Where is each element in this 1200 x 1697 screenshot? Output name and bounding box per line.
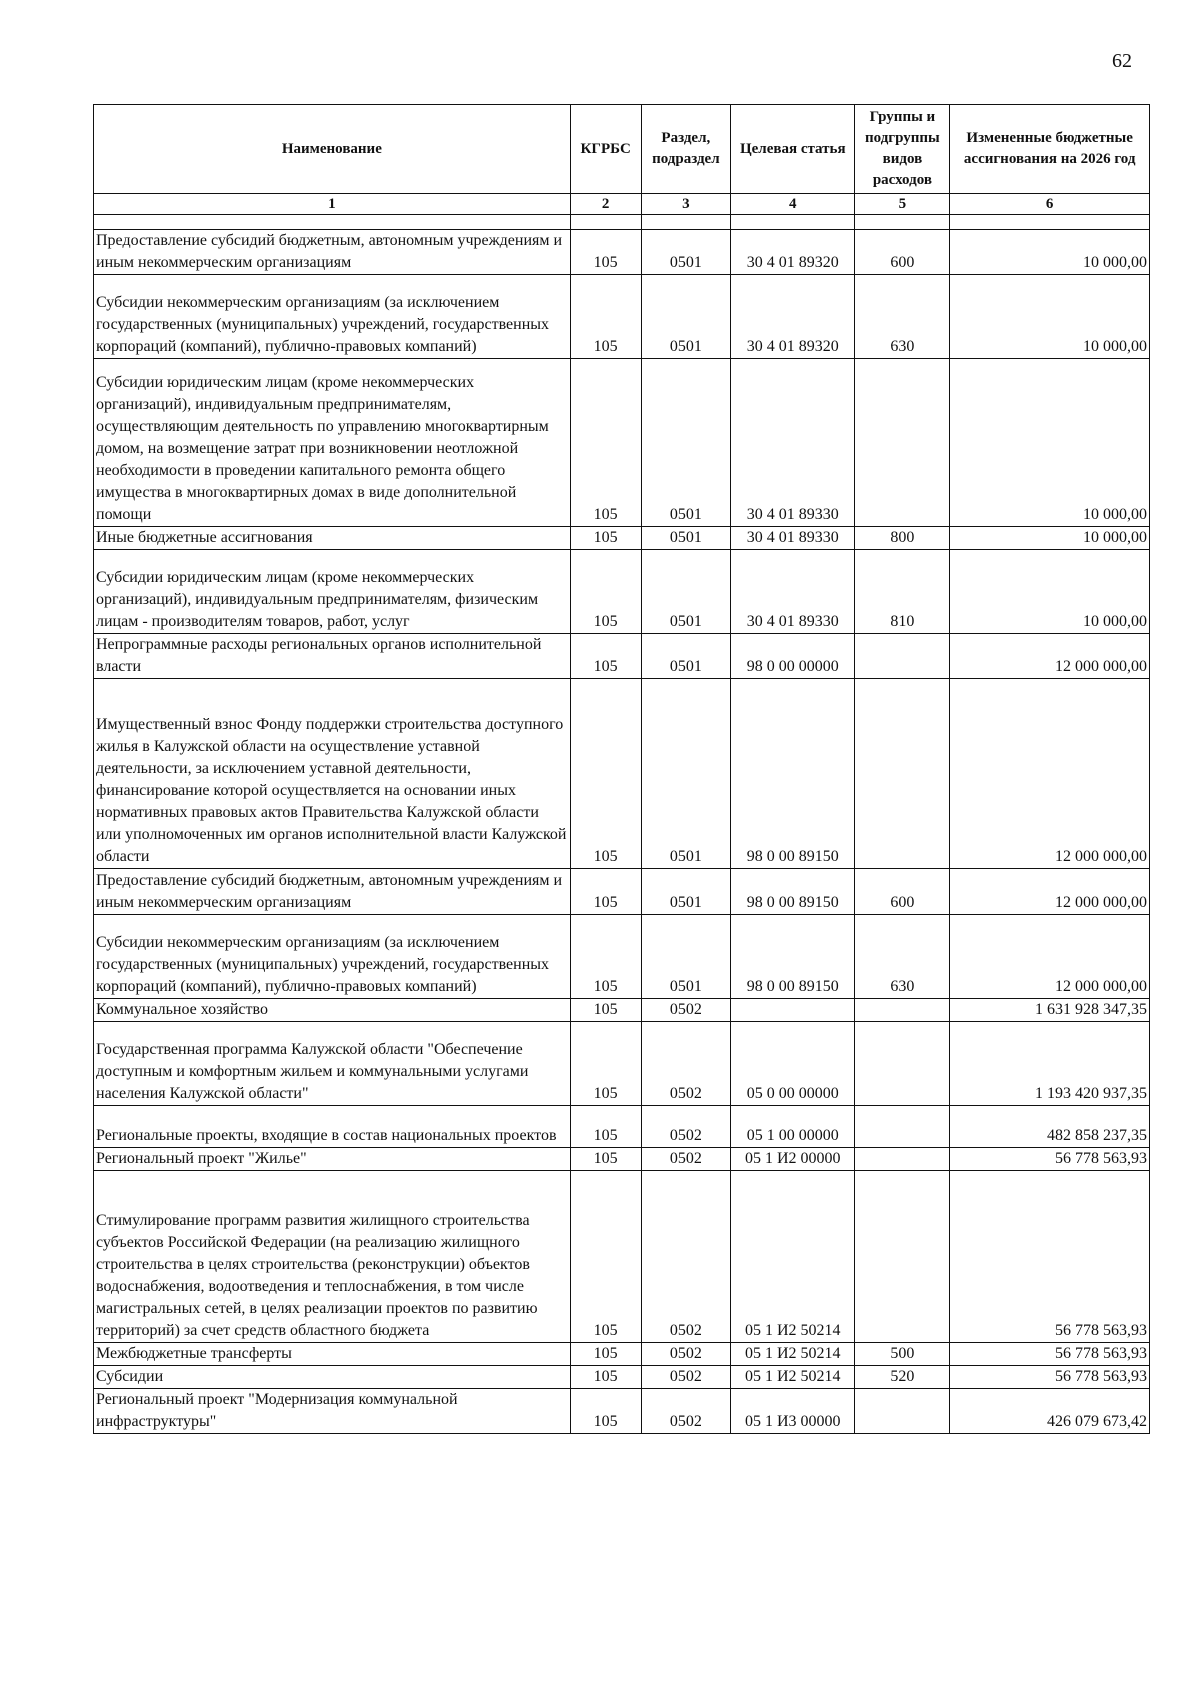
row-kgrbs: 105: [570, 1389, 641, 1434]
row-section: 0501: [641, 869, 730, 915]
column-number-row: [94, 194, 1150, 215]
row-kgrbs: 105: [570, 915, 641, 999]
table-row: [94, 1343, 1150, 1366]
row-amount: 12 000 000,00: [950, 869, 1150, 915]
row-section: 0502: [641, 1343, 730, 1366]
row-name: Субсидии юридическим лицам (кроме некоммерческих организаций), индивидуальным предпринимателям, осуществляющим деятельность по управлению многоквартирным домом, на возмещение затрат при возникновении неотложной необходимости в проведении капитального ремонта общего имущества в многоквартирных домах в виде дополнительной помощи: [94, 359, 571, 527]
header-name: Наименование: [94, 105, 571, 194]
table-row: [94, 1389, 1150, 1434]
row-article: 05 0 00 00000: [731, 1022, 855, 1106]
row-amount: 10 000,00: [950, 550, 1150, 634]
table-row: [94, 1148, 1150, 1171]
budget-table: [93, 104, 1150, 1434]
row-article: 30 4 01 89330: [731, 527, 855, 550]
table-row: [94, 679, 1150, 869]
row-section: 0501: [641, 915, 730, 999]
page-number: 62: [1112, 50, 1132, 72]
row-section: 0502: [641, 999, 730, 1022]
table-row: [94, 915, 1150, 999]
row-section: 0502: [641, 1366, 730, 1389]
row-amount: 12 000 000,00: [950, 634, 1150, 679]
row-group: [855, 1171, 950, 1343]
row-group: 630: [855, 275, 950, 359]
row-section: 0501: [641, 230, 730, 275]
row-group: [855, 359, 950, 527]
row-amount: 10 000,00: [950, 275, 1150, 359]
header-kgrbs: КГРБС: [570, 105, 641, 194]
column-number: 4: [731, 194, 855, 215]
row-name: Государственная программа Калужской области "Обеспечение доступным и комфортным жильем и коммунальными услугами населения Калужской области": [94, 1022, 571, 1106]
table-row: [94, 359, 1150, 527]
row-kgrbs: 105: [570, 679, 641, 869]
row-kgrbs: 105: [570, 1366, 641, 1389]
row-name: Непрограммные расходы региональных органов исполнительной власти: [94, 634, 571, 679]
row-amount: 482 858 237,35: [950, 1106, 1150, 1148]
row-name: Стимулирование программ развития жилищного строительства субъектов Российской Федерации (на реализацию жилищного строительства в целях строительства (реконструкции) объектов водоснабжения, водоотведения и теплоснабжения, в том числе магистральных сетей, в целях реализации проектов по развитию территорий) за счет средств областного бюджета: [94, 1171, 571, 1343]
header-groups: Группы и подгруппы видов расходов: [855, 105, 950, 194]
row-group: [855, 634, 950, 679]
column-number: 6: [950, 194, 1150, 215]
header-row: [94, 105, 1150, 194]
table-row: [94, 1171, 1150, 1343]
row-kgrbs: 105: [570, 230, 641, 275]
row-article: 05 1 И2 50214: [731, 1171, 855, 1343]
row-kgrbs: 105: [570, 359, 641, 527]
row-group: 630: [855, 915, 950, 999]
row-name: Межбюджетные трансферты: [94, 1343, 571, 1366]
row-amount: 12 000 000,00: [950, 679, 1150, 869]
column-number: 2: [570, 194, 641, 215]
row-group: [855, 999, 950, 1022]
row-amount: 56 778 563,93: [950, 1171, 1150, 1343]
row-kgrbs: 105: [570, 1343, 641, 1366]
row-kgrbs: 105: [570, 1148, 641, 1171]
row-kgrbs: 105: [570, 869, 641, 915]
row-kgrbs: 105: [570, 550, 641, 634]
row-section: 0502: [641, 1106, 730, 1148]
table-row: [94, 1106, 1150, 1148]
row-name: Предоставление субсидий бюджетным, автономным учреждениям и иным некоммерческим организациям: [94, 230, 571, 275]
row-group: [855, 1022, 950, 1106]
row-amount: 56 778 563,93: [950, 1343, 1150, 1366]
row-group: 500: [855, 1343, 950, 1366]
spacer-row: [94, 215, 1150, 230]
row-group: 520: [855, 1366, 950, 1389]
row-article: 30 4 01 89330: [731, 359, 855, 527]
row-article: 98 0 00 00000: [731, 634, 855, 679]
row-article: 05 1 И2 50214: [731, 1366, 855, 1389]
row-kgrbs: 105: [570, 275, 641, 359]
row-amount: 1 193 420 937,35: [950, 1022, 1150, 1106]
row-group: 810: [855, 550, 950, 634]
row-section: 0501: [641, 679, 730, 869]
table-row: [94, 1366, 1150, 1389]
row-kgrbs: 105: [570, 634, 641, 679]
table-row: [94, 999, 1150, 1022]
table-row: [94, 1022, 1150, 1106]
row-section: 0502: [641, 1171, 730, 1343]
row-name: Субсидии: [94, 1366, 571, 1389]
row-amount: 426 079 673,42: [950, 1389, 1150, 1434]
row-kgrbs: 105: [570, 1022, 641, 1106]
row-name: Имущественный взнос Фонду поддержки строительства доступного жилья в Калужской области на осуществление уставной деятельности, за исключением уставной деятельности, финансирование которой осуществляется на основании иных нормативных правовых актов Правительства Калужской области или уполномоченных им органов исполнительной власти Калужской области: [94, 679, 571, 869]
row-article: 30 4 01 89330: [731, 550, 855, 634]
row-article: 98 0 00 89150: [731, 915, 855, 999]
table-row: [94, 550, 1150, 634]
row-amount: 10 000,00: [950, 359, 1150, 527]
row-article: 05 1 И3 00000: [731, 1389, 855, 1434]
row-section: 0501: [641, 550, 730, 634]
row-group: [855, 679, 950, 869]
row-group: [855, 1389, 950, 1434]
row-amount: 1 631 928 347,35: [950, 999, 1150, 1022]
row-name: Иные бюджетные ассигнования: [94, 527, 571, 550]
row-section: 0502: [641, 1148, 730, 1171]
row-section: 0501: [641, 527, 730, 550]
row-name: Региональный проект "Жилье": [94, 1148, 571, 1171]
row-group: 600: [855, 869, 950, 915]
row-name: Субсидии юридическим лицам (кроме некоммерческих организаций), индивидуальным предпринимателям, физическим лицам - производителям товаров, работ, услуг: [94, 550, 571, 634]
row-group: 800: [855, 527, 950, 550]
row-section: 0502: [641, 1389, 730, 1434]
row-name: Коммунальное хозяйство: [94, 999, 571, 1022]
table-body: [94, 215, 1150, 1434]
row-kgrbs: 105: [570, 1106, 641, 1148]
table-row: [94, 230, 1150, 275]
row-kgrbs: 105: [570, 1171, 641, 1343]
table-row: [94, 634, 1150, 679]
header-amount: Измененные бюджетные ассигнования на 2026 год: [950, 105, 1150, 194]
row-group: [855, 1106, 950, 1148]
row-article: 98 0 00 89150: [731, 679, 855, 869]
table-row: [94, 527, 1150, 550]
header-article: Целевая статья: [731, 105, 855, 194]
row-name: Субсидии некоммерческим организациям (за исключением государственных (муниципальных) учреждений, государственных корпораций (компаний), публично-правовых компаний): [94, 915, 571, 999]
row-article: 05 1 И2 00000: [731, 1148, 855, 1171]
row-group: [855, 1148, 950, 1171]
row-name: Субсидии некоммерческим организациям (за исключением государственных (муниципальных) учреждений, государственных корпораций (компаний), публично-правовых компаний): [94, 275, 571, 359]
row-article: 30 4 01 89320: [731, 275, 855, 359]
header-section: Раздел, подраздел: [641, 105, 730, 194]
row-amount: 10 000,00: [950, 527, 1150, 550]
row-section: 0501: [641, 275, 730, 359]
row-name: Региональные проекты, входящие в состав национальных проектов: [94, 1106, 571, 1148]
row-amount: 56 778 563,93: [950, 1148, 1150, 1171]
column-number: 1: [94, 194, 571, 215]
column-number: 5: [855, 194, 950, 215]
column-number: 3: [641, 194, 730, 215]
row-group: 600: [855, 230, 950, 275]
row-name: Региональный проект "Модернизация коммунальной инфраструктуры": [94, 1389, 571, 1434]
row-article: 30 4 01 89320: [731, 230, 855, 275]
row-article: 05 1 00 00000: [731, 1106, 855, 1148]
row-article: 05 1 И2 50214: [731, 1343, 855, 1366]
row-section: 0501: [641, 634, 730, 679]
row-article: 98 0 00 89150: [731, 869, 855, 915]
row-amount: 12 000 000,00: [950, 915, 1150, 999]
row-amount: 10 000,00: [950, 230, 1150, 275]
row-section: 0501: [641, 359, 730, 527]
row-section: 0502: [641, 1022, 730, 1106]
row-amount: 56 778 563,93: [950, 1366, 1150, 1389]
row-name: Предоставление субсидий бюджетным, автономным учреждениям и иным некоммерческим организациям: [94, 869, 571, 915]
row-kgrbs: 105: [570, 999, 641, 1022]
table-row: [94, 275, 1150, 359]
row-article: [731, 999, 855, 1022]
row-kgrbs: 105: [570, 527, 641, 550]
table-row: [94, 869, 1150, 915]
